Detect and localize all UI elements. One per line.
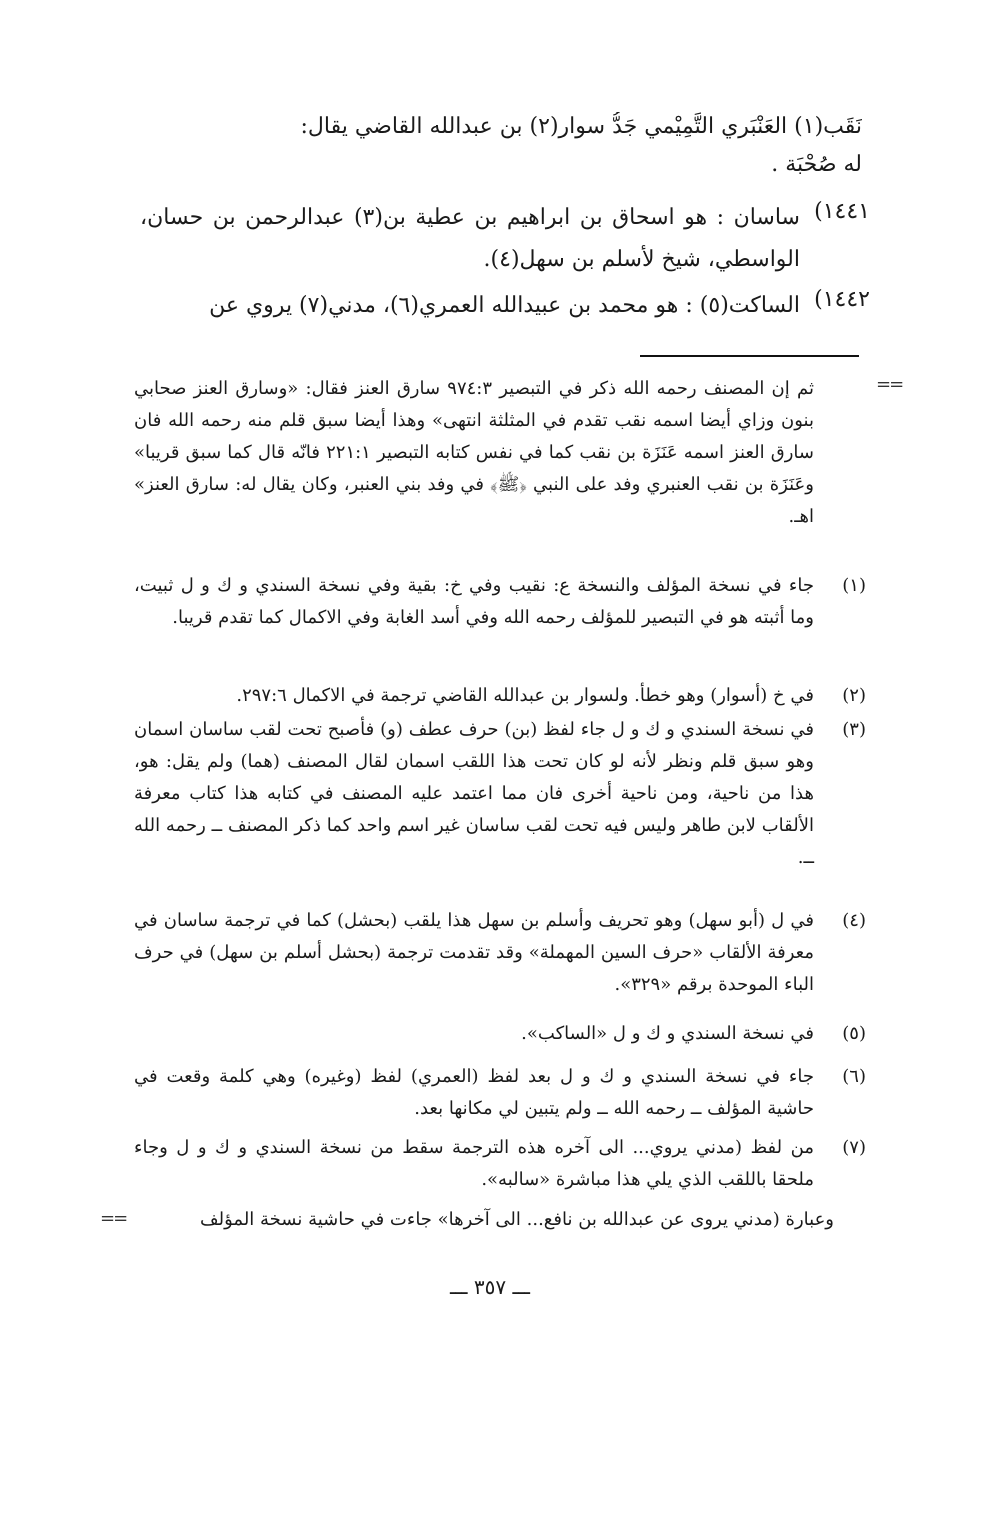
page-number: ـــ ٣٥٧ ـــ [449,1275,531,1299]
footnote-text: من لفظ (مدني يروي... الى آخره هذه الترجمة سقط من نسخة السندي و ك و ل وجاء ملحقا باللقب الذي يلي هذا مباشرة «سالبه». [134,1137,814,1190]
footnote-text: جاء في نسخة السندي و ك و ل بعد لفظ (العمري) لفظ (وغيره) وهي كلمة وقعت في حاشية المؤلف ــ رحمه الله ــ ولم يتبين لي مكانها بعد. [134,1066,814,1119]
footnote-continuation: ثم إن المصنف رحمه الله ذكر في التبصير ٩٧٤:٣ سارق العنز فقال: «وسارق العنز صحابي بنون وزاي أيضا اسمه نقب تقدم في المثلثة انتهى» وهذا أيضا سبق قلم منه رحمه الله فان سارق العنز اسمه عَنَزَة بن نقب كما في نفس كتابه التبصير ٢٢١:١ فانّه قال كما سبق قريبا» وعَنَزَة بن نقب العنبري وفد على النبي ﴿ﷺ﴾ في وفد بني العنبر، وكان يقال له: سارق العنز» اهـ. [134,378,815,527]
footnote-number: (٥) [842,1023,866,1044]
entry-text: الساكت(٥) : هو محمد بن عبيدالله العمري(٦)، مدني(٧) يروي عن [209,293,800,318]
footnote-continues-line: وعبارة (مدني يروى عن عبدالله بن نافع... الى آخرها» جاءت في حاشية نسخة المؤلف [200,1209,834,1230]
footnote-number: (٦) [842,1066,866,1087]
footnote-separator [640,355,859,357]
footnote-3 [134,714,866,874]
continuation-mark: == [100,1208,127,1229]
main-text-line: له صُحْبَة . [771,152,862,177]
footnote-5 [134,1018,866,1050]
footnote-text: في نسخة السندي و ك و ل جاء لفظ (بن) حرف عطف (و) فأصبح تحت لقب ساسان اسمان وهو سبق قلم ونظر لأنه لو كان تحت هذا اللقب اسمان لقال المصنف (هما) ولم يقل: هو، هذا من ناحية، ومن ناحية أخرى فان مما اعتمد عليه المصنف في كتابه هذا كتاب معرفة الألقاب لابن طاهر وليس فيه تحت لقب ساسان غير اسم واحد كما ذكر المصنف ــ رحمه الله ــ. [134,719,814,868]
footnote-number: (٤) [842,910,866,931]
footnote-7 [134,1132,866,1196]
footnote-1 [134,570,866,634]
entry-text: ساسان : هو اسحاق بن ابراهيم بن عطية بن(٣) عبدالرحمن بن حسان، الواسطي، شيخ لأسلم بن سهل(٤). [140,205,800,272]
footnote-number: (١) [842,575,866,596]
footnote-6 [134,1061,866,1125]
entry-number: ١٤٤٢) [814,287,870,312]
footnote-text: جاء في نسخة المؤلف والنسخة ع: نقيب وفي خ: بقية وفي نسخة السندي و ك و ل ثبيت، وما أثبته هو في التبصير للمؤلف رحمه الله وفي أسد الغابة وفي الاكمال كما تقدم قريبا. [134,575,814,628]
footnote-4 [134,905,866,1001]
main-text-line: نَقَب(١) العَنْبَري التَّمِيْمي جَدُّ سوار(٢) بن عبدالله القاضي يقال: [300,114,862,139]
entry-1441 [140,197,870,281]
footnote-text: في نسخة السندي و ك و ل «الساكب». [521,1023,814,1044]
footnote-text: في ل (أبو سهل) وهو تحريف وأسلم بن سهل هذا يلقب (بحشل) كما في ترجمة ساسان في معرفة الألقاب «حرف السين المهملة» وقد تقدمت ترجمة (بحشل أسلم بن سهل) في حرف الباء الموحدة برقم «٣٢٩». [134,910,814,995]
footnote-text: في خ (أسوار) وهو خطأ. ولسوار بن عبدالله القاضي ترجمة في الاكمال ٢٩٧:٦. [236,685,814,706]
footnote-number: (٣) [842,719,866,740]
entry-number: ١٤٤١) [814,199,870,224]
footnote-number: (٢) [842,685,866,706]
footnote-number: (٧) [842,1137,866,1158]
entry-1442 [140,285,870,327]
footnote-2 [134,680,866,712]
continuation-mark: == [876,374,903,395]
